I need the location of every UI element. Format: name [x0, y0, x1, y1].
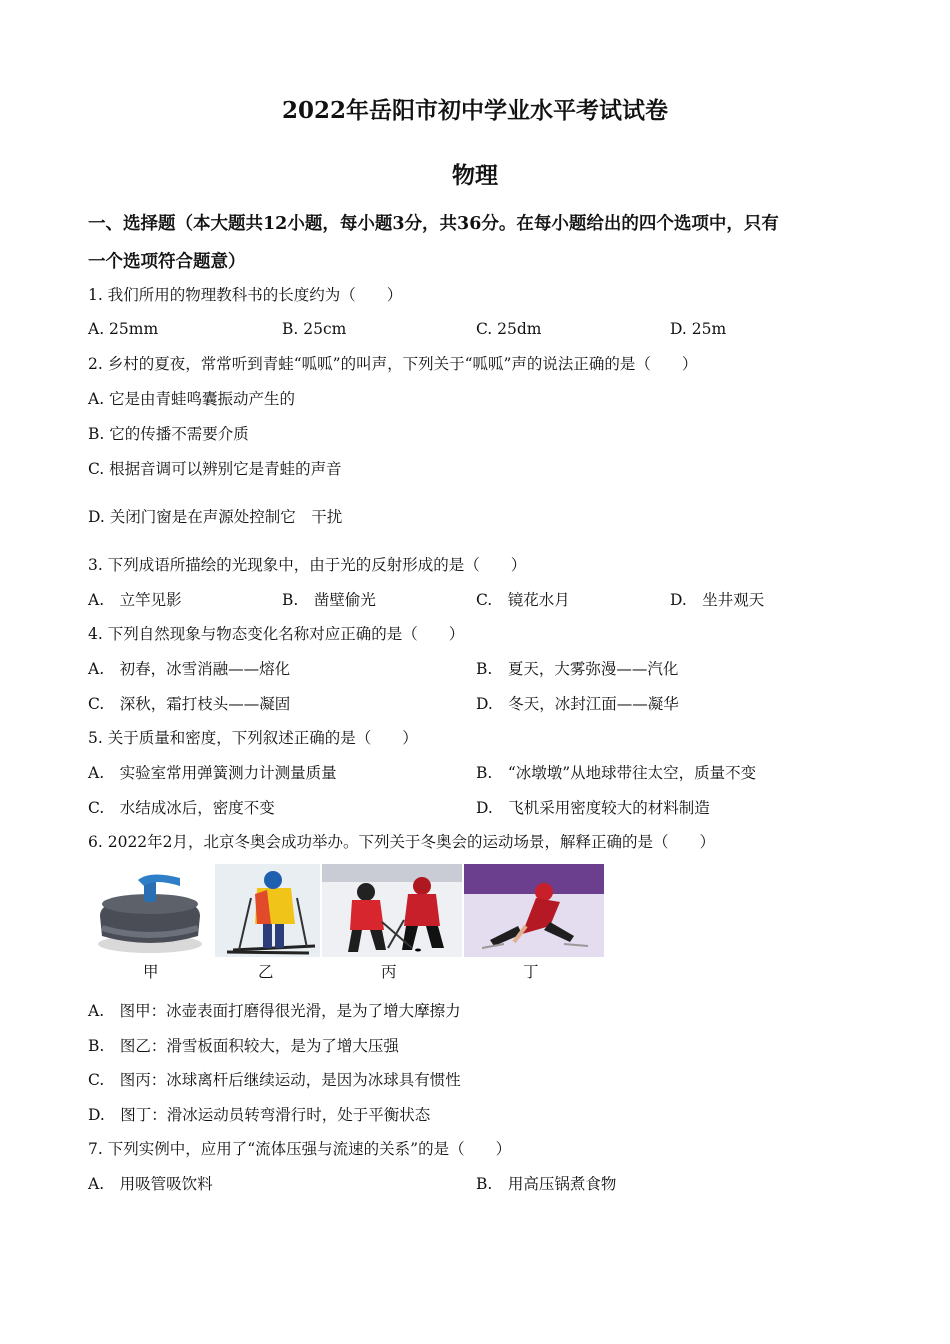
q1-option-c: C. 25dm [476, 320, 542, 338]
q3-option-a: A. 立竿见影 [88, 591, 182, 609]
q5-option-a: A. 实验室常用弹簧测力计测量质量 [88, 764, 337, 782]
q6-option-a: A. 图甲：冰壶表面打磨得很光滑，是为了增大摩擦力 [88, 1002, 461, 1020]
question-4-stem: 4. 下列自然现象与物态变化名称对应正确的是（ ） [88, 625, 465, 643]
q5-option-d: D. 飞机采用密度较大的材料制造 [476, 799, 710, 817]
section-heading-line1: 一、选择题（本大题共12小题，每小题3分，共36分。在每小题给出的四个选项中，只有 [88, 214, 779, 234]
caption-bing: 丙 [381, 963, 397, 981]
q6-option-d: D. 图丁：滑冰运动员转弯滑行时，处于平衡状态 [88, 1106, 431, 1124]
q5-option-b: B. “冰墩墩”从地球带往太空，质量不变 [476, 764, 757, 782]
q2-option-d: D. 关闭门窗是在声源处控制它 干扰 [88, 508, 343, 526]
q6-option-c: C. 图丙：冰球离杆后继续运动，是因为冰球具有惯性 [88, 1071, 461, 1089]
q1-option-a: A. 25mm [88, 320, 159, 338]
subject-title: 物理 [452, 162, 498, 189]
winter-olympics-figure [88, 864, 604, 957]
question-6-stem: 6. 2022年2月，北京冬奥会成功举办。下列关于冬奥会的运动场景，解释正确的是（ ） [88, 833, 716, 851]
caption-jia: 甲 [143, 963, 159, 981]
curling-stone-image [88, 864, 213, 957]
skier-image [215, 864, 320, 957]
q6-option-b: B. 图乙：滑雪板面积较大，是为了增大压强 [88, 1037, 399, 1055]
question-2-stem: 2. 乡村的夏夜，常常听到青蛙“呱呱”的叫声，下列关于“呱呱”声的说法正确的是（ ） [88, 355, 698, 373]
question-3-stem: 3. 下列成语所描绘的光现象中，由于光的反射形成的是（ ） [88, 556, 527, 574]
q2-option-b: B. 它的传播不需要介质 [88, 425, 249, 443]
q4-option-b: B. 夏天，大雾弥漫——汽化 [476, 660, 679, 678]
speed-skater-image [464, 864, 604, 957]
q5-option-c: C. 水结成冰后，密度不变 [88, 799, 275, 817]
q2-option-a: A. 它是由青蛙鸣囊振动产生的 [88, 390, 296, 408]
caption-ding: 丁 [523, 963, 539, 981]
section-heading-line2: 一个选项符合题意） [88, 252, 246, 272]
q7-option-a: A. 用吸管吸饮料 [88, 1175, 213, 1193]
q1-option-b: B. 25cm [282, 320, 347, 338]
question-7-stem: 7. 下列实例中，应用了“流体压强与流速的关系”的是（ ） [88, 1140, 512, 1158]
exam-title: 2022年岳阳市初中学业水平考试试卷 [281, 97, 668, 124]
ice-hockey-image [322, 864, 462, 957]
caption-yi: 乙 [258, 963, 274, 981]
q2-option-c: C. 根据音调可以辨别它是青蛙的声音 [88, 460, 342, 478]
q1-option-d: D. 25m [670, 320, 727, 338]
q3-option-d: D. 坐井观天 [670, 591, 765, 609]
q4-option-d: D. 冬天，冰封江面——凝华 [476, 695, 679, 713]
question-1-stem: 1. 我们所用的物理教科书的长度约为（ ） [88, 286, 403, 304]
q4-option-c: C. 深秋，霜打枝头——凝固 [88, 695, 291, 713]
q7-option-b: B. 用高压锅煮食物 [476, 1175, 617, 1193]
q4-option-a: A. 初春，冰雪消融——熔化 [88, 660, 291, 678]
q3-option-c: C. 镜花水月 [476, 591, 570, 609]
q3-option-b: B. 凿壁偷光 [282, 591, 376, 609]
question-5-stem: 5. 关于质量和密度，下列叙述正确的是（ ） [88, 729, 418, 747]
